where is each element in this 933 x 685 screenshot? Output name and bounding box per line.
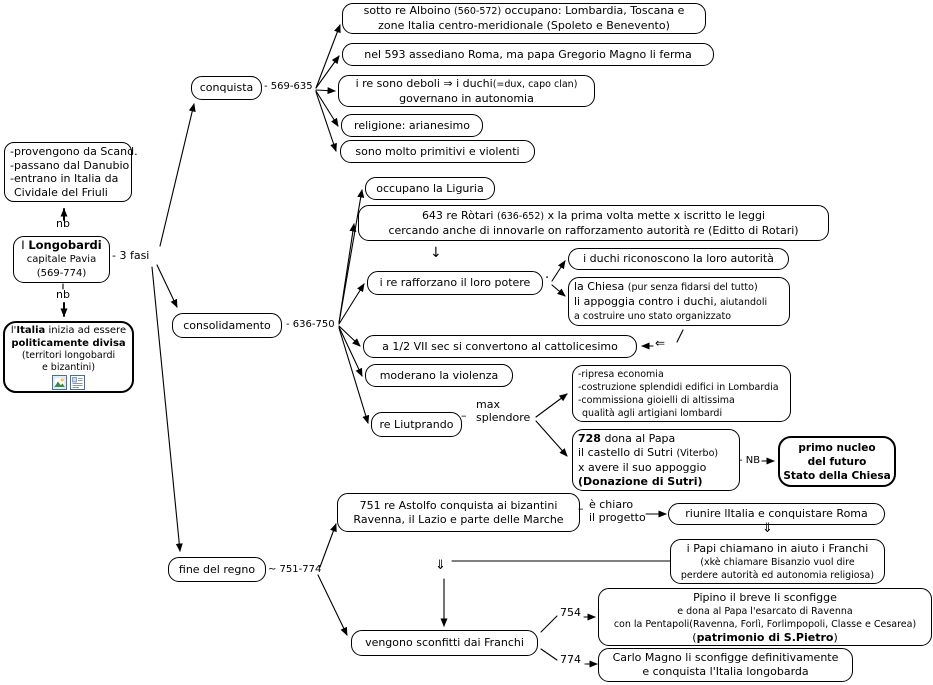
root-capital: capitale Pavia: [26, 254, 97, 265]
sutri-line3: x avere il suo appoggio: [578, 460, 707, 474]
alboino-line1: sotto re Alboino (560-572) occupano: Lombardia, Toscana e: [363, 4, 685, 17]
node-economia[interactable]: -ripresa economia -costruzione splendidi edifici in Lombardia -commissiona gioielli di altissima qualità agli artigiani lombardi: [572, 365, 791, 422]
label-nb-bottom: nb: [56, 288, 70, 301]
root-dates: (569-774): [36, 268, 87, 279]
italia-line4: e bizantini): [41, 362, 96, 373]
node-chiesa[interactable]: [568, 277, 790, 326]
node-assedio-roma[interactable]: nel 593 assediano Roma, ma papa Gregorio Magno li ferma: [342, 43, 714, 66]
node-consolidamento[interactable]: consolidamento: [172, 313, 282, 338]
italia-resource-icons: [52, 375, 85, 390]
rafforzano-dot: ·: [545, 271, 550, 286]
node-re-deboli[interactable]: [338, 75, 595, 107]
origins-line2: -passano dal Danubio: [10, 158, 130, 172]
node-primitivi[interactable]: sono molto primitivi e violenti: [340, 140, 535, 163]
origins-line3: -entrano in Italia da: [10, 172, 119, 185]
node-religione[interactable]: religione: arianesimo: [341, 114, 483, 137]
node-rotari[interactable]: [358, 205, 829, 241]
italia-line2: politicamente divisa: [11, 338, 126, 349]
down-arrow-glyph: ↓: [430, 245, 442, 261]
double-left-arrow-glyph: ⇐: [655, 336, 666, 350]
node-liutprando[interactable]: re Liutprando: [371, 412, 462, 437]
label-conquista-dates: - 569-635: [264, 81, 313, 92]
liutprando-dash: –: [461, 409, 467, 422]
node-sconfitti-franchi[interactable]: vengono sconfitti dai Franchi: [351, 630, 538, 656]
italia-line1: l'Italia inizia ad essere: [10, 325, 127, 336]
node-papi-franchi[interactable]: i Papi chiamano in aiuto i Franchi (xkè chiamare Bisanzio vuol dire perdere autorità ed autonomia religiosa): [670, 539, 885, 584]
node-liguria[interactable]: occupano la Liguria: [365, 177, 495, 200]
node-rafforzano[interactable]: i re rafforzano il loro potere: [367, 271, 543, 295]
chiesa-line2: li appoggia contro i duchi, aiutandoli: [574, 295, 768, 308]
double-down-arrow-1: ⇓: [762, 521, 773, 536]
rotari-line2: cercando anche di innovarle on rafforzamento autorità re (Editto di Rotari): [388, 223, 799, 237]
label-e-chiaro: è chiaro: [589, 498, 634, 511]
node-origins[interactable]: [4, 142, 138, 202]
label-774: 774: [560, 653, 581, 666]
origins-line1: -provengono da Scand.: [10, 145, 138, 158]
chiaro-dash: –: [578, 502, 584, 515]
label-3-fasi: - 3 fasi: [112, 249, 150, 262]
node-duchi-autorita[interactable]: i duchi riconoscono la loro autorità: [568, 248, 789, 270]
sutri-line1: 728 dona al Papa: [578, 431, 676, 445]
node-astolfo[interactable]: 751 re Astolfo conquista ai bizantini Ravenna, il Lazio e parte delle Marche: [337, 493, 580, 532]
node-carlo-magno[interactable]: Carlo Magno li sconfigge definitivamente e conquista l'Italia longobarda: [598, 648, 853, 682]
label-nb-top: nb: [56, 217, 70, 230]
node-cattolicesimo[interactable]: a 1/2 VII sec si convertono al cattolicesimo: [363, 335, 637, 358]
node-moderano[interactable]: moderano la violenza: [365, 364, 513, 387]
deboli-line1: i re sono deboli ⇒ i duchi(=dux, capo clan): [355, 76, 578, 90]
image-icon[interactable]: [52, 375, 67, 390]
rotari-line1: 643 re Ròtari (636-652) x la prima volta mette x iscritto le leggi: [421, 208, 766, 222]
notes-icon[interactable]: [70, 375, 85, 390]
node-italia-divisa[interactable]: [3, 321, 134, 393]
italia-line3: (territori longobardi: [21, 350, 116, 361]
label-fine-dates: ~ 751-774: [268, 564, 322, 575]
node-pipino[interactable]: Pipino il breve li sconfigge e dona al Papa l'esarcato di Ravenna con la Pentapoli(Ravenna, Forlì, Forlimpopoli, Classe e Cesarea) (patrimonio di S.Pietro): [598, 588, 932, 646]
label-il-progetto: il progetto: [589, 511, 646, 524]
chiesa-line1: la Chiesa (pur senza fidarsi del tutto): [574, 280, 758, 293]
double-down-arrow-2: ⇓: [435, 558, 446, 573]
label-splendore: splendore: [476, 411, 531, 424]
label-nb-sutri: - NB: [739, 455, 761, 466]
deboli-line2: governano in autonomia: [399, 91, 534, 105]
node-conquista[interactable]: conquista: [191, 76, 262, 100]
node-alboino[interactable]: [342, 3, 706, 34]
node-nucleo-stato-chiesa[interactable]: primo nucleo del futuro Stato della Chiesa: [778, 436, 896, 487]
sutri-line2: il castello di Sutri (Viterbo): [578, 445, 719, 459]
node-fine-regno[interactable]: fine del regno: [168, 557, 266, 582]
node-root-longobardi[interactable]: [13, 236, 110, 283]
sutri-line4: (Donazione di Sutri): [578, 474, 703, 488]
label-consolidamento-dates: - 636-750: [286, 319, 335, 330]
alboino-line2: zone Italia centro-meridionale (Spoleto e Benevento): [378, 19, 670, 32]
pipino-line4: (patrimonio di S.Pietro): [692, 630, 838, 644]
root-title: I Longobardi: [21, 238, 102, 252]
chiesa-line3: a costruire uno stato organizzato: [574, 311, 732, 322]
origins-line4: Cividale del Friuli: [14, 185, 108, 199]
label-754: 754: [560, 606, 581, 619]
label-max: max: [476, 398, 500, 411]
node-riunire-italia[interactable]: riunire lItalia e conquistare Roma: [668, 503, 885, 525]
node-donazione-sutri[interactable]: [572, 429, 740, 491]
